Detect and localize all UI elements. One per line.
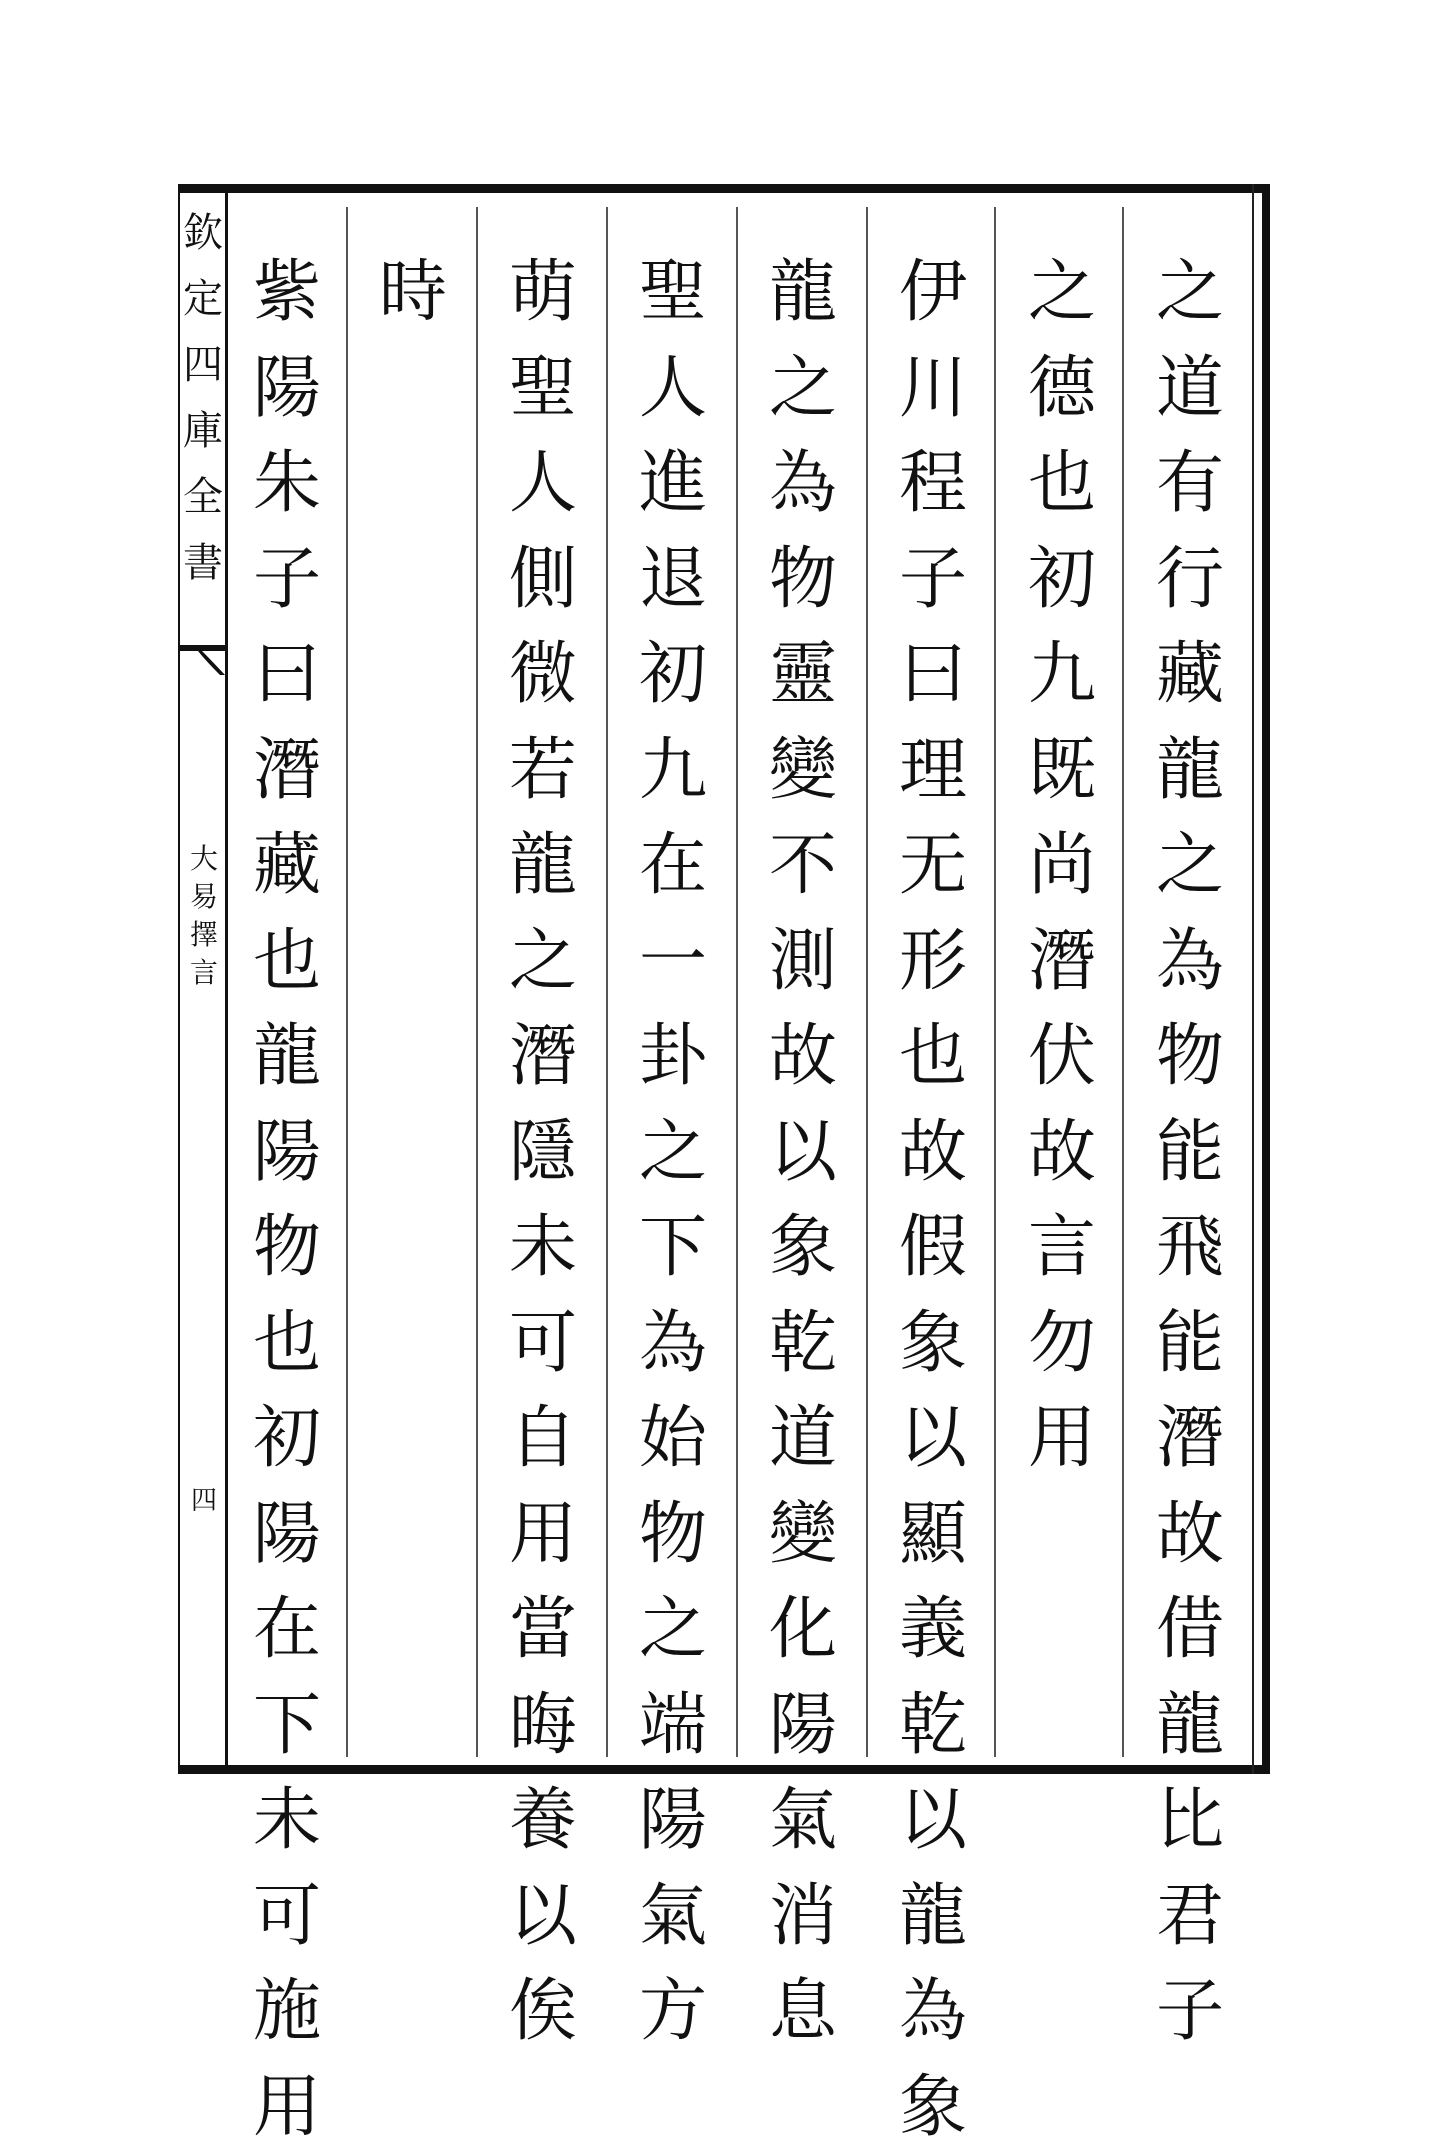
character: 物 [639, 1487, 707, 1583]
character: 之 [509, 914, 577, 1010]
character: 之 [639, 1582, 707, 1678]
margin-book-title [186, 840, 222, 992]
character: 德 [1028, 341, 1096, 437]
character: 卦 [639, 1009, 707, 1105]
character: 之 [1156, 818, 1224, 914]
character: 九 [639, 723, 707, 819]
character: 陽 [639, 1773, 707, 1869]
character: 借 [1156, 1582, 1224, 1678]
character: 藏 [253, 818, 321, 914]
character: 潛 [253, 723, 321, 819]
character: 龍 [1156, 1678, 1224, 1774]
character: 未 [509, 1200, 577, 1296]
character: 氣 [639, 1869, 707, 1965]
character: 易 [190, 878, 218, 916]
character: 也 [253, 914, 321, 1010]
character: 九 [1028, 627, 1096, 723]
character: 子 [1156, 1964, 1224, 2060]
character: 顯 [899, 1487, 967, 1583]
character: 以 [899, 1391, 967, 1487]
character: 可 [509, 1296, 577, 1392]
character: 氣 [769, 1773, 837, 1869]
character: 陽 [253, 1105, 321, 1201]
character: 龍 [509, 818, 577, 914]
character: 人 [509, 436, 577, 532]
character: 俟 [509, 1964, 577, 2060]
character: 川 [899, 341, 967, 437]
character: 擇 [190, 916, 218, 954]
character: 化 [769, 1582, 837, 1678]
character: 在 [253, 1582, 321, 1678]
character: 不 [769, 818, 837, 914]
character: 消 [769, 1869, 837, 1965]
fishtail-mark [180, 645, 225, 675]
character: 潛 [1156, 1391, 1224, 1487]
character: 庫 [183, 398, 223, 464]
character: 定 [183, 266, 223, 332]
character: 能 [1156, 1105, 1224, 1201]
text-column-4 [738, 245, 868, 2060]
frame-outer-left-border [178, 184, 180, 1774]
character: 也 [1028, 436, 1096, 532]
character: 下 [253, 1678, 321, 1774]
character: 以 [899, 1773, 967, 1869]
character: 大 [190, 840, 218, 878]
character: 勿 [1028, 1296, 1096, 1392]
character: 乾 [769, 1296, 837, 1392]
character: 初 [1028, 532, 1096, 628]
character: 自 [509, 1391, 577, 1487]
character: 之 [769, 341, 837, 437]
character: 飛 [1156, 1200, 1224, 1296]
character: 龍 [253, 1009, 321, 1105]
character: 道 [1156, 341, 1224, 437]
character: 為 [639, 1296, 707, 1392]
character: 一 [639, 914, 707, 1010]
character: 故 [769, 1009, 837, 1105]
character: 故 [1156, 1487, 1224, 1583]
character: 養 [509, 1773, 577, 1869]
character: 曰 [253, 627, 321, 723]
character: 聖 [509, 341, 577, 437]
character: 假 [899, 1200, 967, 1296]
character: 若 [509, 723, 577, 819]
character: 為 [769, 436, 837, 532]
text-column-7 [348, 245, 478, 341]
character: 以 [769, 1105, 837, 1201]
character: 書 [183, 530, 223, 596]
character: 子 [899, 532, 967, 628]
character: 隱 [509, 1105, 577, 1201]
character: 萌 [509, 245, 577, 341]
character: 尚 [1028, 818, 1096, 914]
character: 物 [1156, 1009, 1224, 1105]
character: 紫 [253, 245, 321, 341]
character: 進 [639, 436, 707, 532]
character: 在 [639, 818, 707, 914]
character: 始 [639, 1391, 707, 1487]
character: 物 [769, 532, 837, 628]
character: 陽 [769, 1678, 837, 1774]
character: 為 [899, 1964, 967, 2060]
character: 變 [769, 1487, 837, 1583]
character: 初 [639, 627, 707, 723]
margin-folio-number: 四 [186, 1480, 222, 1517]
character: 朱 [253, 436, 321, 532]
character: 欽 [183, 200, 223, 266]
character: 變 [769, 723, 837, 819]
character: 之 [1028, 245, 1096, 341]
character: 方 [639, 1964, 707, 2060]
character: 理 [899, 723, 967, 819]
character: 潛 [509, 1009, 577, 1105]
character: 伏 [1028, 1009, 1096, 1105]
character: 微 [509, 627, 577, 723]
character: 潛 [1028, 914, 1096, 1010]
text-column-2 [997, 245, 1127, 1487]
character: 乾 [899, 1678, 967, 1774]
character: 用 [509, 1487, 577, 1583]
character: 故 [1028, 1105, 1096, 1201]
character: 義 [899, 1582, 967, 1678]
character: 用 [253, 2060, 321, 2155]
character: 物 [253, 1200, 321, 1296]
character: 形 [899, 914, 967, 1010]
character: 四 [183, 332, 223, 398]
text-column-5 [608, 245, 738, 2060]
margin-series-title [182, 200, 224, 596]
character: 曰 [899, 627, 967, 723]
character: 君 [1156, 1869, 1224, 1965]
character: 可 [253, 1869, 321, 1965]
character: 故 [899, 1105, 967, 1201]
character: 下 [639, 1200, 707, 1296]
character: 龍 [1156, 723, 1224, 819]
character: 息 [769, 1964, 837, 2060]
character: 施 [253, 1964, 321, 2060]
character: 晦 [509, 1678, 577, 1774]
character: 龍 [769, 245, 837, 341]
frame-right-border [1262, 184, 1270, 1774]
character: 退 [639, 532, 707, 628]
character: 之 [1156, 245, 1224, 341]
character: 未 [253, 1773, 321, 1869]
character: 當 [509, 1582, 577, 1678]
character: 時 [379, 245, 447, 341]
character: 測 [769, 914, 837, 1010]
character: 聖 [639, 245, 707, 341]
character: 也 [253, 1296, 321, 1392]
character: 伊 [899, 245, 967, 341]
character: 側 [509, 532, 577, 628]
character: 陽 [253, 341, 321, 437]
character: 有 [1156, 436, 1224, 532]
character: 為 [1156, 914, 1224, 1010]
text-column-3 [868, 245, 998, 2155]
text-column-8 [222, 245, 352, 2155]
character: 道 [769, 1391, 837, 1487]
character: 象 [899, 1296, 967, 1392]
character: 既 [1028, 723, 1096, 819]
character: 能 [1156, 1296, 1224, 1392]
character: 象 [899, 2060, 967, 2155]
text-column-6 [478, 245, 608, 2060]
character: 靈 [769, 627, 837, 723]
character: 程 [899, 436, 967, 532]
character: 陽 [253, 1487, 321, 1583]
character: 也 [899, 1009, 967, 1105]
character: 端 [639, 1678, 707, 1774]
character: 用 [1028, 1391, 1096, 1487]
character: 藏 [1156, 627, 1224, 723]
character: 以 [509, 1869, 577, 1965]
character: 言 [190, 954, 218, 992]
character: 初 [253, 1391, 321, 1487]
character: 之 [639, 1105, 707, 1201]
character: 龍 [899, 1869, 967, 1965]
character: 比 [1156, 1773, 1224, 1869]
text-column-1 [1125, 245, 1255, 2060]
character: 子 [253, 532, 321, 628]
character: 人 [639, 341, 707, 437]
character: 无 [899, 818, 967, 914]
character: 言 [1028, 1200, 1096, 1296]
character: 全 [183, 464, 223, 530]
character: 行 [1156, 532, 1224, 628]
frame-top-border [178, 184, 1268, 193]
character: 象 [769, 1200, 837, 1296]
